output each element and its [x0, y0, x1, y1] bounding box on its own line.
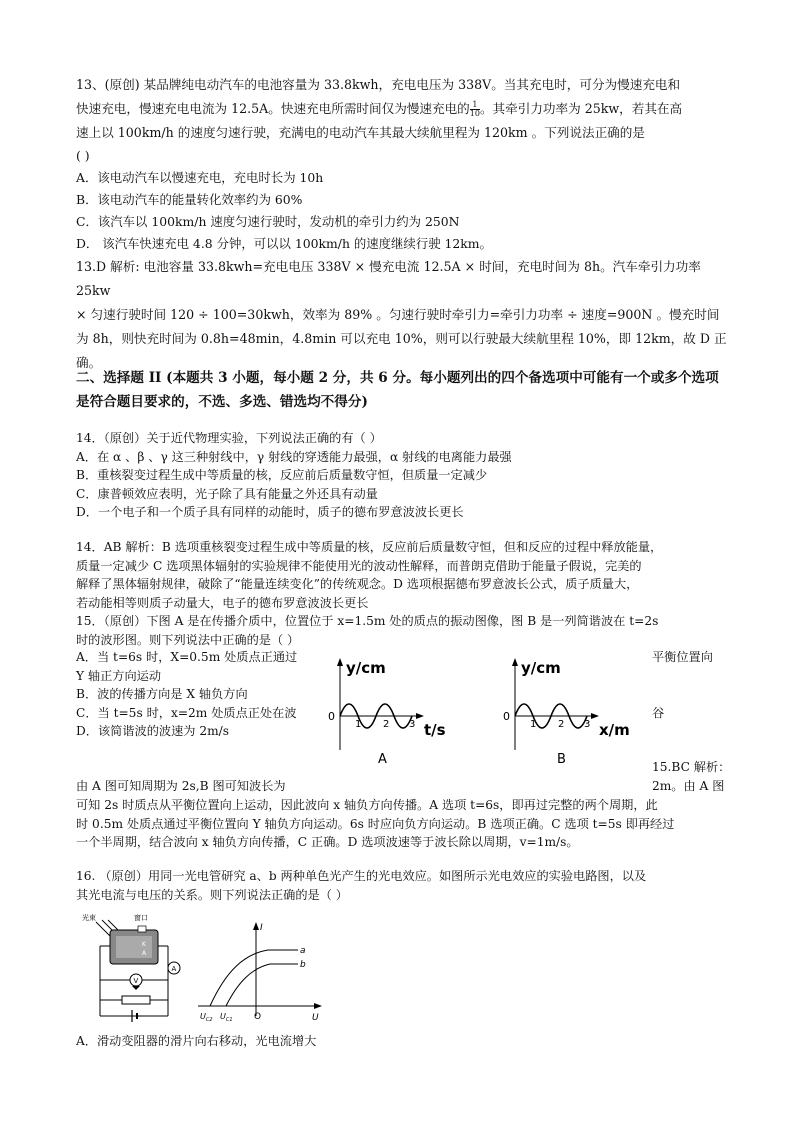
one-tenth-fraction	[470, 101, 480, 118]
graph-b-x-arrow	[591, 713, 599, 719]
photocurrent-voltage-graph	[196, 916, 328, 1028]
fraction-denominator: 10	[469, 109, 480, 118]
graph-b-tick-3: 3	[584, 719, 591, 730]
i-axis-label: I	[260, 923, 263, 933]
waveform-graph-b	[495, 648, 645, 773]
iu-y-arrow	[253, 922, 259, 930]
graph-a-caption: A	[378, 752, 387, 767]
q16-stem-line-2: 其光电流与电压的关系。则下列说法正确的是（ ）	[76, 887, 348, 902]
q15-solution-line-1: 由 A 图可知周期为 2s,B 图可知波长为	[76, 779, 286, 793]
graph-a-origin: 0	[328, 710, 335, 723]
q15-option-a-line-1-continued: 平衡位置向	[652, 650, 713, 664]
ammeter-label: A	[171, 965, 177, 973]
fraction-numerator: 1	[470, 101, 480, 110]
q14-solution	[76, 538, 728, 612]
u-axis-label: U	[312, 1013, 319, 1023]
graph-a-tick-1: 1	[355, 719, 362, 730]
q14-solution-line-2: 质量一定减少 C 选项黑体辐射的实验规律不能使用光的波动性解释，而普朗克借助于能量子假说，完美的	[76, 558, 642, 573]
stopping-voltage-c2-label	[200, 1012, 213, 1023]
q15-solution-line-1-continued: 2m。由 A 图	[652, 779, 725, 793]
anode-a-label: A	[142, 950, 147, 957]
q13-stem-line-2	[76, 97, 728, 121]
question-13	[76, 73, 728, 375]
q15-solution-line-3: 时 0.5m 处质点通过平衡位置向 Y 轴负方向运动。6s 时应向负方向运动。B 选项正确。C 选项 t=5s 即再经过	[76, 816, 675, 831]
section-2-heading-line-1: 二、选择题 II (本题共 3 小题，每小题 2 分，共 6 分。每小题列出的四个备选项中可能有一个或多个选项	[76, 370, 719, 386]
stopping-voltage-c1-sub: C1	[225, 1017, 233, 1023]
rheostat-slider-icon	[132, 986, 140, 990]
q13-option-d: D． 该汽车快速充电 4.8 分钟，可以以 100km/h 的速度继续行驶 12km。	[76, 236, 492, 251]
q13-solution-line-1: 13.D 解析: 电池容量 33.8kwh=充电电压 338V × 慢充电流 12.5A × 时间，充电时间为 8h。汽车牵引力功率 25kw	[76, 259, 701, 298]
graph-b-tick-2: 2	[558, 719, 565, 730]
window-label: 窗口	[134, 914, 148, 922]
q13-stem-line-1: 13、(原创) 某品牌纯电动汽车的电池容量为 33.8kwh，充电电压为 338V。当其充电时，可分为慢速充电和	[76, 77, 681, 92]
iu-x-arrow	[314, 1003, 322, 1009]
q14-option-b: B．重核裂变过程生成中等质量的核，反应前后质量数守恒，但质量一定减少	[76, 468, 488, 482]
q13-option-c: C．该汽车以 100km/h 速度匀速行驶时，发动机的牵引力约为 250N	[76, 214, 460, 229]
q13-answer-blank: ( )	[76, 148, 90, 163]
cathode-k-label: K	[142, 941, 146, 948]
q15-solution-label: 15.BC 解析：	[652, 760, 731, 774]
q15-stem-line-2: 时的波形图。则下列说法中正确的是（ ）	[76, 632, 300, 647]
q16-option-a: A．滑动变阻器的滑片向右移动，光电流增大	[76, 1034, 317, 1048]
graph-a-tick-3: 3	[409, 719, 416, 730]
q15-option-a-line-1: A．当 t=6s 时，X=0.5m 处质点正通过	[76, 650, 298, 664]
q14-solution-line-1: 14．AB 解析：B 选项重核裂变过程生成中等质量的核，反应前后质量数守恒，但和反应的过程中释放能量，	[76, 540, 663, 554]
graph-b-y-label: y/cm	[521, 659, 561, 677]
q14-option-a: A．在 α 、β 、γ 这三种射线中，γ 射线的穿透能力最强，α 射线的电离能力最强	[76, 449, 512, 464]
q15-option-a-line-2: Y 轴正方向运动	[76, 669, 162, 683]
q14-solution-line-4: 若动能相等则质子动量大，电子的德布罗意波波长更长	[76, 595, 369, 610]
graph-b-tick-1: 1	[530, 719, 537, 730]
rheostat-icon	[122, 996, 150, 1004]
graph-b-x-label: x/m	[599, 721, 630, 739]
q16-stem-line-1: 16. （原创）用同一光电管研究 a、b 两种单色光产生的光电效应。如图所示光电效应的实验电路图，以及	[76, 869, 647, 883]
curve-a-label: a	[300, 946, 306, 956]
q13-solution-line-4: 确。	[76, 355, 102, 370]
section-2-heading-line-2: 是符合题目要求的，不选、多选、错选均不得分)	[76, 394, 368, 410]
q13-option-b: B．该电动汽车的能量转化效率约为 60%	[76, 192, 303, 207]
q15-solution-line-2: 可知 2s 时质点从平衡位置向上运动，因此波向 x 轴负方向传播。A 选项 t=6s，即再过完整的两个周期，此	[76, 798, 658, 812]
photoelectric-circuit-diagram	[76, 908, 188, 1026]
curve-b	[226, 964, 298, 1006]
question-16-stem	[76, 867, 728, 904]
graph-a-x-arrow	[416, 713, 424, 719]
q15-option-c-continued: 谷	[652, 706, 665, 720]
photocell-inner	[116, 936, 152, 958]
graph-b-caption: B	[557, 752, 566, 767]
graph-a-y-label: y/cm	[346, 659, 386, 677]
q15-stem-line-1: 15．（原创）下图 A 是在传播介质中，位置位于 x=1.5m 处的质点的振动图像，图 B 是一列简谐波在 t=2s	[76, 614, 659, 628]
curve-a	[210, 950, 298, 1006]
graph-a-y-arrow	[337, 658, 343, 666]
q15-solution	[76, 796, 728, 852]
q13-stem-line-2-text: 快速充电，慢速充电电流为 12.5A。快速充电所需时间仅为慢速充电的	[76, 101, 470, 116]
graph-a-tick-2: 2	[383, 719, 390, 730]
q14-solution-line-3: 解释了黑体辐射规律，破除了“能量连续变化”的传统观念。D 选项根据德布罗意波长公式，质子质量大，	[76, 577, 639, 591]
q13-stem-line-2-tail: 。其牵引力功率为 25kw，若其在高	[479, 101, 683, 116]
q14-stem: 14．（原创）关于近代物理实验，下列说法正确的有（ ）	[76, 431, 382, 445]
light-beam-label: 光束	[82, 914, 96, 922]
question-15-stem	[76, 612, 728, 649]
q14-option-d: D．一个电子和一个质子具有同样的动能时，质子的德布罗意波波长更长	[76, 505, 464, 519]
q13-solution-line-2: × 匀速行驶时间 120 ÷ 100=30kwh，效率为 89% 。匀速行驶时牵引力=牵引力功率 ÷ 速度=900N 。慢充时间	[76, 307, 720, 322]
graph-a-x-label: t/s	[424, 721, 446, 739]
origin-label: O	[254, 1012, 262, 1022]
voltmeter-label: V	[133, 977, 139, 985]
vibration-graph-a	[320, 648, 470, 773]
graph-b-origin: 0	[503, 710, 510, 723]
q13-option-a: A．该电动汽车以慢速充电，充电时长为 10h	[76, 170, 324, 185]
photocell-window	[138, 926, 146, 932]
curve-b-label: b	[300, 960, 306, 970]
stopping-voltage-c2-sub: C2	[205, 1017, 213, 1023]
q15-solution-line-4: 一个半周期，结合波向 x 轴负方向传播，C 正确。D 选项波速等于波长除以周期，v=1m/s。	[76, 835, 579, 849]
stopping-voltage-c1-u: U	[220, 1012, 226, 1021]
q13-stem-line-3: 速上以 100km/h 的速度匀速行驶，充满电的电动汽车其最大续航里程为 120km 。下列说法正确的是	[76, 125, 645, 140]
question-14	[76, 429, 728, 522]
q13-solution-line-3: 为 8h，则快充时间为 0.8h=48min，4.8min 可以充电 10%，则可以行驶最大续航里程 10%，即 12km，故 D 正	[76, 331, 727, 346]
section-2-heading	[76, 366, 728, 414]
graph-b-y-arrow	[512, 658, 518, 666]
stopping-voltage-c1-label	[220, 1012, 233, 1023]
q15-option-d: D．该简谐波的波速为 2m/s	[76, 724, 230, 738]
stopping-voltage-c2-u: U	[200, 1012, 206, 1021]
q14-option-c: C．康普顿效应表明，光子除了具有能量之外还具有动量	[76, 486, 378, 501]
q15-option-b: B．波的传播方向是 X 轴负方向	[76, 687, 248, 701]
q15-option-c-line-1: C．当 t=5s 时，x=2m 处质点正处在波	[76, 706, 297, 720]
